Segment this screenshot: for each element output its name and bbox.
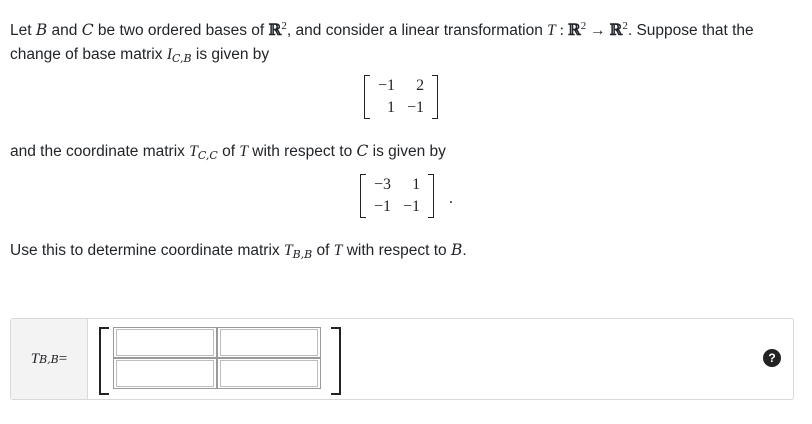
matrix-input-2-2[interactable] (220, 360, 318, 387)
matrix-entry: −1 (374, 198, 392, 215)
matrix-entry: 2 (416, 77, 425, 94)
matrix-entry: 1 (387, 99, 396, 116)
matrix-input-1-2[interactable] (220, 329, 318, 356)
matrix-input-2-1[interactable] (116, 360, 214, 387)
matrix-input-1-1[interactable] (116, 329, 214, 356)
matrix-entry: −1 (407, 99, 425, 116)
problem-statement-2: and the coordinate matrix $T_{C,C}$ of T with respect to C is given by (10, 142, 446, 162)
change-of-base-matrix (364, 75, 438, 124)
left-bracket (99, 327, 109, 395)
matrix-entry: −1 (378, 77, 396, 94)
matrix-entry: −3 (374, 176, 392, 193)
question-circle-icon[interactable]: ? (763, 349, 781, 367)
matrix-entry: −1 (403, 198, 421, 215)
right-bracket (331, 327, 341, 395)
answer-label: T B,B = (11, 319, 88, 399)
matrix-period: . (449, 190, 453, 207)
problem-question: Use this to determine coordinate matrix $T_{B,B}$ of T with respect to B. (10, 241, 467, 261)
answer-box (10, 318, 794, 400)
coordinate-matrix (360, 174, 434, 223)
problem-statement: Let B and C be two ordered bases of ℝ$^2$, and consider a linear transformation T : ℝ$^2$ → ℝ$^2$. Suppose that the change of base matrix $I_{C,B}$ is given by (10, 20, 754, 65)
matrix-entry: 1 (412, 176, 421, 193)
